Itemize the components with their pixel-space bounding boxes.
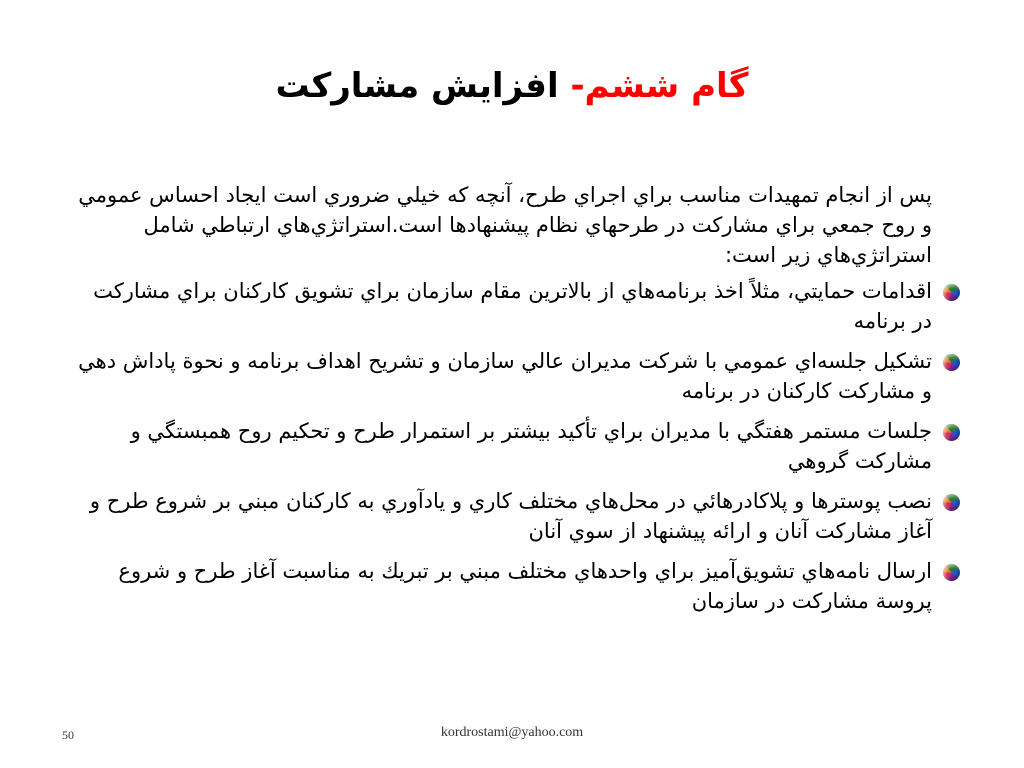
footer-email: kordrostami@yahoo.com [440,725,584,740]
list-item [70,556,960,616]
sphere-bullet-icon [943,284,960,301]
list-item [70,416,960,476]
list-item [70,276,960,336]
bullet-text: ارسال نامه‌هاي تشويق‌آميز براي واحدهاي مختلف مبني بر تبريك به مناسبت آغاز طرح و شروع پروسة مشاركت در سازمان [118,559,932,613]
list-item [70,486,960,546]
title-accent: گام ششم- [570,66,749,106]
list-item [70,346,960,406]
bullet-text: تشكيل جلسه‌اي عمومي با شركت مديران عالي سازمان و تشريح اهداف برنامه و نحوة پاداش دهي و مشاركت كاركنان در برنامه [78,349,932,403]
slide-content [70,180,960,626]
slide-title [0,62,1024,110]
title-main: افزايش مشارکت [275,66,571,106]
sphere-bullet-icon [943,564,960,581]
sphere-bullet-icon [943,494,960,511]
sphere-bullet-icon [943,354,960,371]
page-number: 50 [62,728,74,742]
intro-paragraph: پس از انجام تمهيدات مناسب براي اجراي طرح، آنچه كه خيلي ضروري است ايجاد احساس عمومي و روح جمعي براي مشارکت در طرحهاي نظام پيشنهادها است.استراتژي‌هاي ارتباطي شامل استراتژي‌هاي زير است: [78,183,932,267]
bullet-text: نصب پوسترها و پلاكادرهائي در محل‌هاي مختلف كاري و يادآوري به كاركنان مبني بر شروع طرح و آغاز مشاركت آنان و ارائه پيشنهاد از سوي آنان [89,489,932,543]
bullet-text: جلسات مستمر هفتگي با مديران براي تأكيد بيشتر بر استمرار طرح و تحكيم روح همبستگي و مشاركت گروهي [130,419,932,473]
bullet-list [70,276,960,616]
sphere-bullet-icon [943,424,960,441]
bullet-text: اقدامات حمايتي، مثلاً اخذ برنامه‌هاي از بالاترين مقام سازمان براي تشويق كاركنان براي مشاركت در برنامه [93,279,932,333]
